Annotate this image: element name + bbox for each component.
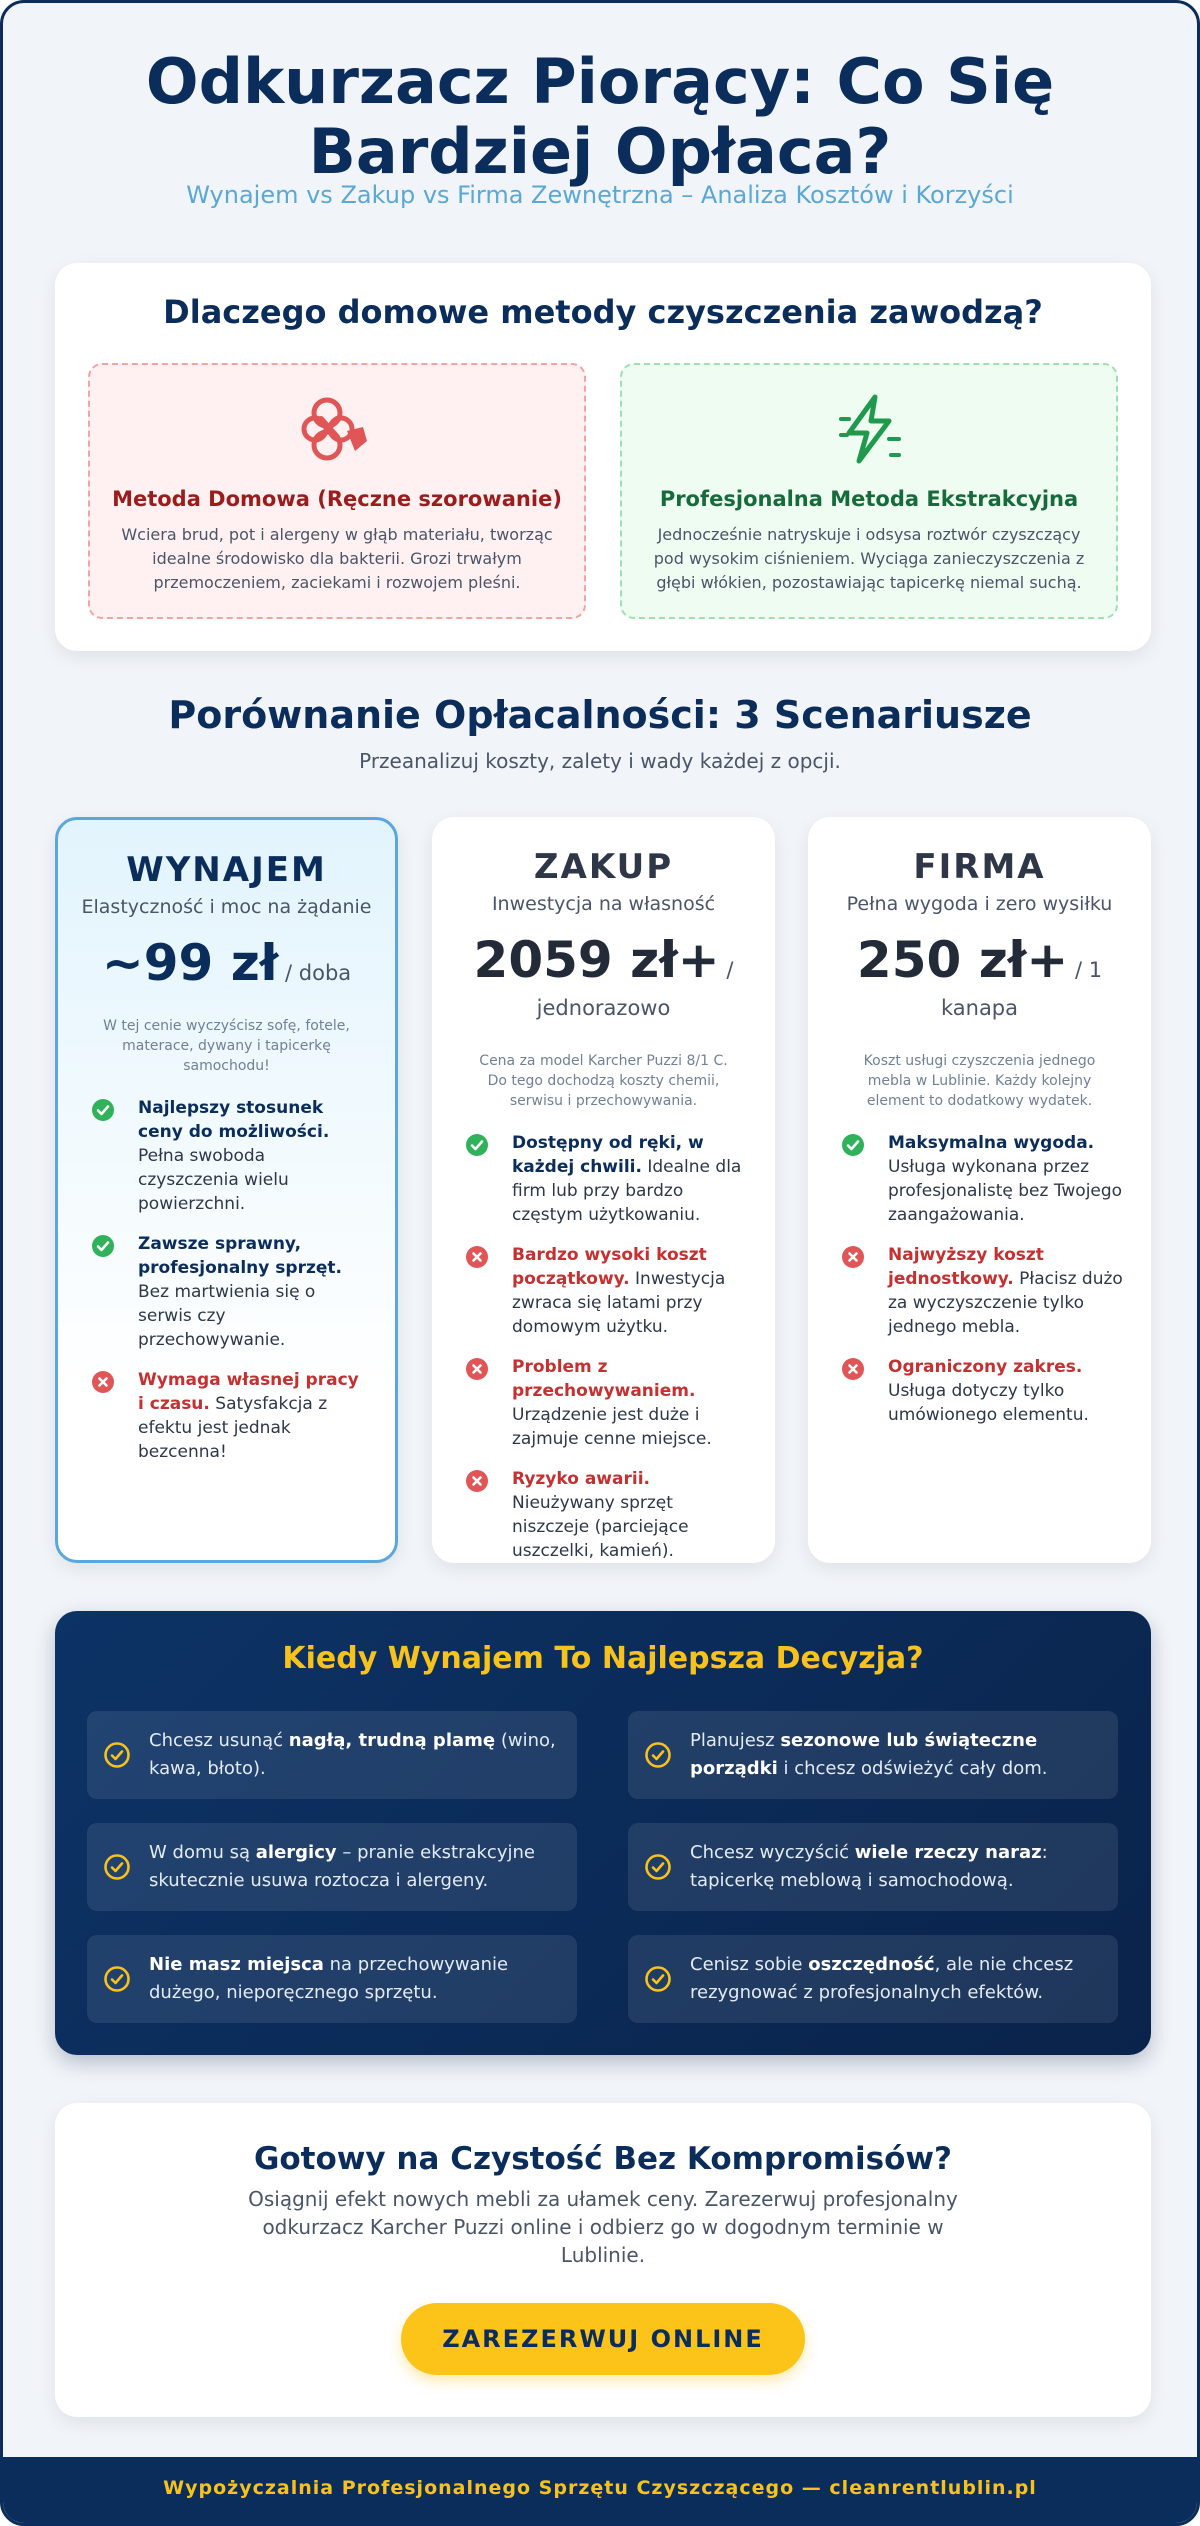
feature-lead: Bardzo wysoki koszt początkowy. bbox=[512, 1245, 707, 1289]
why-title: Dlaczego domowe metody czyszczenia zawodzą? bbox=[163, 293, 1043, 331]
plan-price bbox=[432, 931, 775, 1027]
plan-price-unit: / jednorazowo bbox=[536, 958, 734, 1020]
feature-lead: Zawsze sprawny, profesjonalny sprzęt. bbox=[138, 1234, 342, 1278]
when-item bbox=[628, 1711, 1118, 1799]
plan-price-unit: / 1 kanapa bbox=[940, 958, 1103, 1020]
page-title-line-2: Bardziej Opłaca? bbox=[308, 115, 892, 188]
feature-lead: Najlepszy stosunek ceny do możliwości. bbox=[138, 1098, 330, 1142]
page-title-line-1: Odkurzacz Piorący: Co Się bbox=[145, 45, 1055, 118]
check-circle-icon bbox=[103, 1741, 131, 1769]
page-title bbox=[3, 47, 1197, 187]
plan-feature-con bbox=[842, 1243, 1125, 1339]
when-item-text: Chcesz usunąć nagłą, trudną plamę (wino, kawa, błoto). bbox=[149, 1730, 556, 1779]
plan-feature-pro bbox=[466, 1131, 749, 1227]
bacteria-warning-icon bbox=[297, 389, 377, 469]
plan-feature-list bbox=[842, 1131, 1125, 1427]
when-item-text: Planujesz sezonowe lub świąteczne porządki i chcesz odświeżyć cały dom. bbox=[690, 1730, 1048, 1779]
check-circle-icon bbox=[103, 1965, 131, 1993]
extraction-method-box bbox=[620, 363, 1118, 619]
home-method-box bbox=[88, 363, 586, 619]
feature-lead: Dostępny od ręki, w każdej chwili. bbox=[512, 1133, 704, 1177]
plan-note: Cena za model Karcher Puzzi 8/1 C. Do tego dochodzą koszty chemii, serwisu i przechowywania. bbox=[479, 1053, 728, 1109]
why-section bbox=[55, 263, 1151, 651]
feature-lead: Ograniczony zakres. bbox=[888, 1357, 1083, 1377]
feature-text: Pełna swoboda czyszczenia wielu powierzchni. bbox=[138, 1146, 289, 1214]
feature-lead: Najwyższy koszt jednostkowy. bbox=[888, 1245, 1044, 1289]
when-title: Kiedy Wynajem To Najlepsza Decyzja? bbox=[282, 1641, 924, 1676]
footer bbox=[3, 2457, 1197, 2523]
plan-note: W tej cenie wyczyścisz sofę, fotele, materace, dywany i tapicerkę samochodu! bbox=[103, 1018, 350, 1074]
plan-feature-con bbox=[842, 1355, 1125, 1427]
x-circle-icon bbox=[842, 1358, 864, 1380]
extraction-method-text: Jednocześnie natryskuje i odsysa roztwór czyszczący pod wysokim ciśnieniem. Wyciąga zanieczyszczenia z głębi włókien, pozostawiając tapicerkę niemal suchą. bbox=[653, 525, 1085, 592]
feature-lead: Wymaga własnej pracy i czasu. bbox=[138, 1370, 359, 1414]
plan-tagline: Pełna wygoda i zero wysiłku bbox=[846, 893, 1113, 915]
feature-text: Usługa dotyczy tylko umówionego elementu. bbox=[888, 1381, 1089, 1425]
plan-name: WYNAJEM bbox=[126, 850, 327, 890]
feature-text: Bez martwienia się o serwis czy przechowywanie. bbox=[138, 1282, 316, 1350]
when-item-text: Nie masz miejsca na przechowywanie dużego, nieporęcznego sprzętu. bbox=[149, 1954, 509, 2003]
home-method-text: Wciera brud, pot i alergeny w głąb materiału, tworząc idealne środowisko dla bakterii. Grozi trwałym przemoczeniem, zaciekami i rozwojem pleśni. bbox=[121, 525, 553, 592]
plan-feature-list bbox=[92, 1096, 369, 1464]
lightning-icon bbox=[829, 389, 909, 469]
when-item-text: Chcesz wyczyścić wiele rzeczy naraz: tapicerkę meblową i samochodową. bbox=[690, 1842, 1048, 1891]
check-circle-icon bbox=[644, 1853, 672, 1881]
plan-note: Koszt usługi czyszczenia jednego mebla w Lublinie. Każdy kolejny element to dodatkowy wydatek. bbox=[863, 1053, 1096, 1109]
plan-price-amount: 2059 zł+ bbox=[473, 931, 720, 989]
plan-feature-con bbox=[466, 1243, 749, 1339]
x-circle-icon bbox=[466, 1470, 488, 1492]
plan-price-amount: 250 zł+ bbox=[856, 931, 1069, 989]
cta-section bbox=[55, 2103, 1151, 2417]
plan-name: ZAKUP bbox=[533, 847, 674, 887]
plan-price-unit: / doba bbox=[285, 961, 352, 985]
footer-text: Wypożyczalnia Profesjonalnego Sprzętu Czyszczącego — cleanrentlublin.pl bbox=[163, 2477, 1037, 2499]
plan-feature-pro bbox=[92, 1096, 369, 1216]
feature-text: Urządzenie jest duże i zajmuje cenne miejsce. bbox=[512, 1405, 712, 1449]
feature-lead: Maksymalna wygoda. bbox=[888, 1133, 1095, 1153]
plan-feature-list bbox=[466, 1131, 749, 1563]
check-circle-icon bbox=[644, 1965, 672, 1993]
feature-text: Usługa wykonana przez profesjonalistę bez Twojego zaangażowania. bbox=[888, 1157, 1123, 1225]
when-rent-section bbox=[55, 1611, 1151, 2055]
page-subtitle: Wynajem vs Zakup vs Firma Zewnętrzna – Analiza Kosztów i Korzyści bbox=[186, 181, 1014, 209]
feature-lead: Problem z przechowywaniem. bbox=[512, 1357, 696, 1401]
check-circle-icon bbox=[842, 1134, 864, 1156]
plan-feature-pro bbox=[842, 1131, 1125, 1227]
x-circle-icon bbox=[466, 1358, 488, 1380]
plan-name: FIRMA bbox=[913, 847, 1046, 887]
when-item bbox=[628, 1935, 1118, 2023]
plan-tagline: Inwestycja na własność bbox=[491, 893, 716, 915]
when-item-text: W domu są alergicy – pranie ekstrakcyjne skutecznie usuwa roztocza i alergeny. bbox=[149, 1842, 535, 1891]
plan-price bbox=[808, 931, 1151, 1027]
x-circle-icon bbox=[466, 1246, 488, 1268]
plan-price bbox=[58, 934, 395, 992]
when-item bbox=[628, 1823, 1118, 1911]
plan-tagline: Elastyczność i moc na żądanie bbox=[81, 896, 372, 918]
plan-price-amount: ~99 zł bbox=[101, 934, 279, 992]
feature-lead: Ryzyko awarii. bbox=[512, 1469, 650, 1489]
when-item bbox=[87, 1823, 577, 1911]
feature-text: Płacisz dużo za wyczyszczenie tylko jednego mebla. bbox=[888, 1269, 1123, 1337]
plan-card-rent bbox=[55, 817, 398, 1563]
plan-card-buy bbox=[432, 817, 775, 1563]
extraction-method-title: Profesjonalna Metoda Ekstrakcyjna bbox=[659, 487, 1079, 511]
check-circle-icon bbox=[644, 1741, 672, 1769]
plan-feature-con bbox=[466, 1467, 749, 1563]
plan-card-firm bbox=[808, 817, 1151, 1563]
feature-text: Idealne dla firm lub przy bardzo częstym użytkowaniu. bbox=[512, 1157, 742, 1225]
plan-feature-con bbox=[92, 1368, 369, 1464]
feature-text: Satysfakcja z efektu jest jednak bezcenna! bbox=[138, 1394, 328, 1462]
check-circle-icon bbox=[103, 1853, 131, 1881]
home-method-title: Metoda Domowa (Ręczne szorowanie) bbox=[112, 487, 562, 511]
check-circle-icon bbox=[466, 1134, 488, 1156]
when-item bbox=[87, 1711, 577, 1799]
cta-title: Gotowy na Czystość Bez Kompromisów? bbox=[253, 2141, 953, 2177]
comparison-title: Porównanie Opłacalności: 3 Scenariusze bbox=[168, 693, 1032, 737]
when-item bbox=[87, 1935, 577, 2023]
feature-text: Inwestycja zwraca się latami przy domowym użytku. bbox=[512, 1269, 726, 1337]
when-item-text: Cenisz sobie oszczędność, ale nie chcesz rezygnować z profesjonalnych efektów. bbox=[690, 1954, 1074, 2003]
x-circle-icon bbox=[842, 1246, 864, 1268]
reserve-online-button[interactable]: ZAREZERWUJ ONLINE bbox=[401, 2303, 805, 2375]
comparison-subtitle: Przeanalizuj koszty, zalety i wady każdej z opcji. bbox=[359, 749, 841, 773]
check-circle-icon bbox=[92, 1235, 114, 1257]
check-circle-icon bbox=[92, 1099, 114, 1121]
plan-feature-con bbox=[466, 1355, 749, 1451]
cta-text: Osiągnij efekt nowych mebli za ułamek ceny. Zarezerwuj profesjonalny odkurzacz Karcher Puzzi online i odbierz go w dogodnym terminie w Lublinie. bbox=[248, 2187, 958, 2267]
x-circle-icon bbox=[92, 1371, 114, 1393]
feature-text: Nieużywany sprzęt niszczeje (parciejące uszczelki, kamień). bbox=[512, 1493, 689, 1561]
plan-feature-pro bbox=[92, 1232, 369, 1352]
